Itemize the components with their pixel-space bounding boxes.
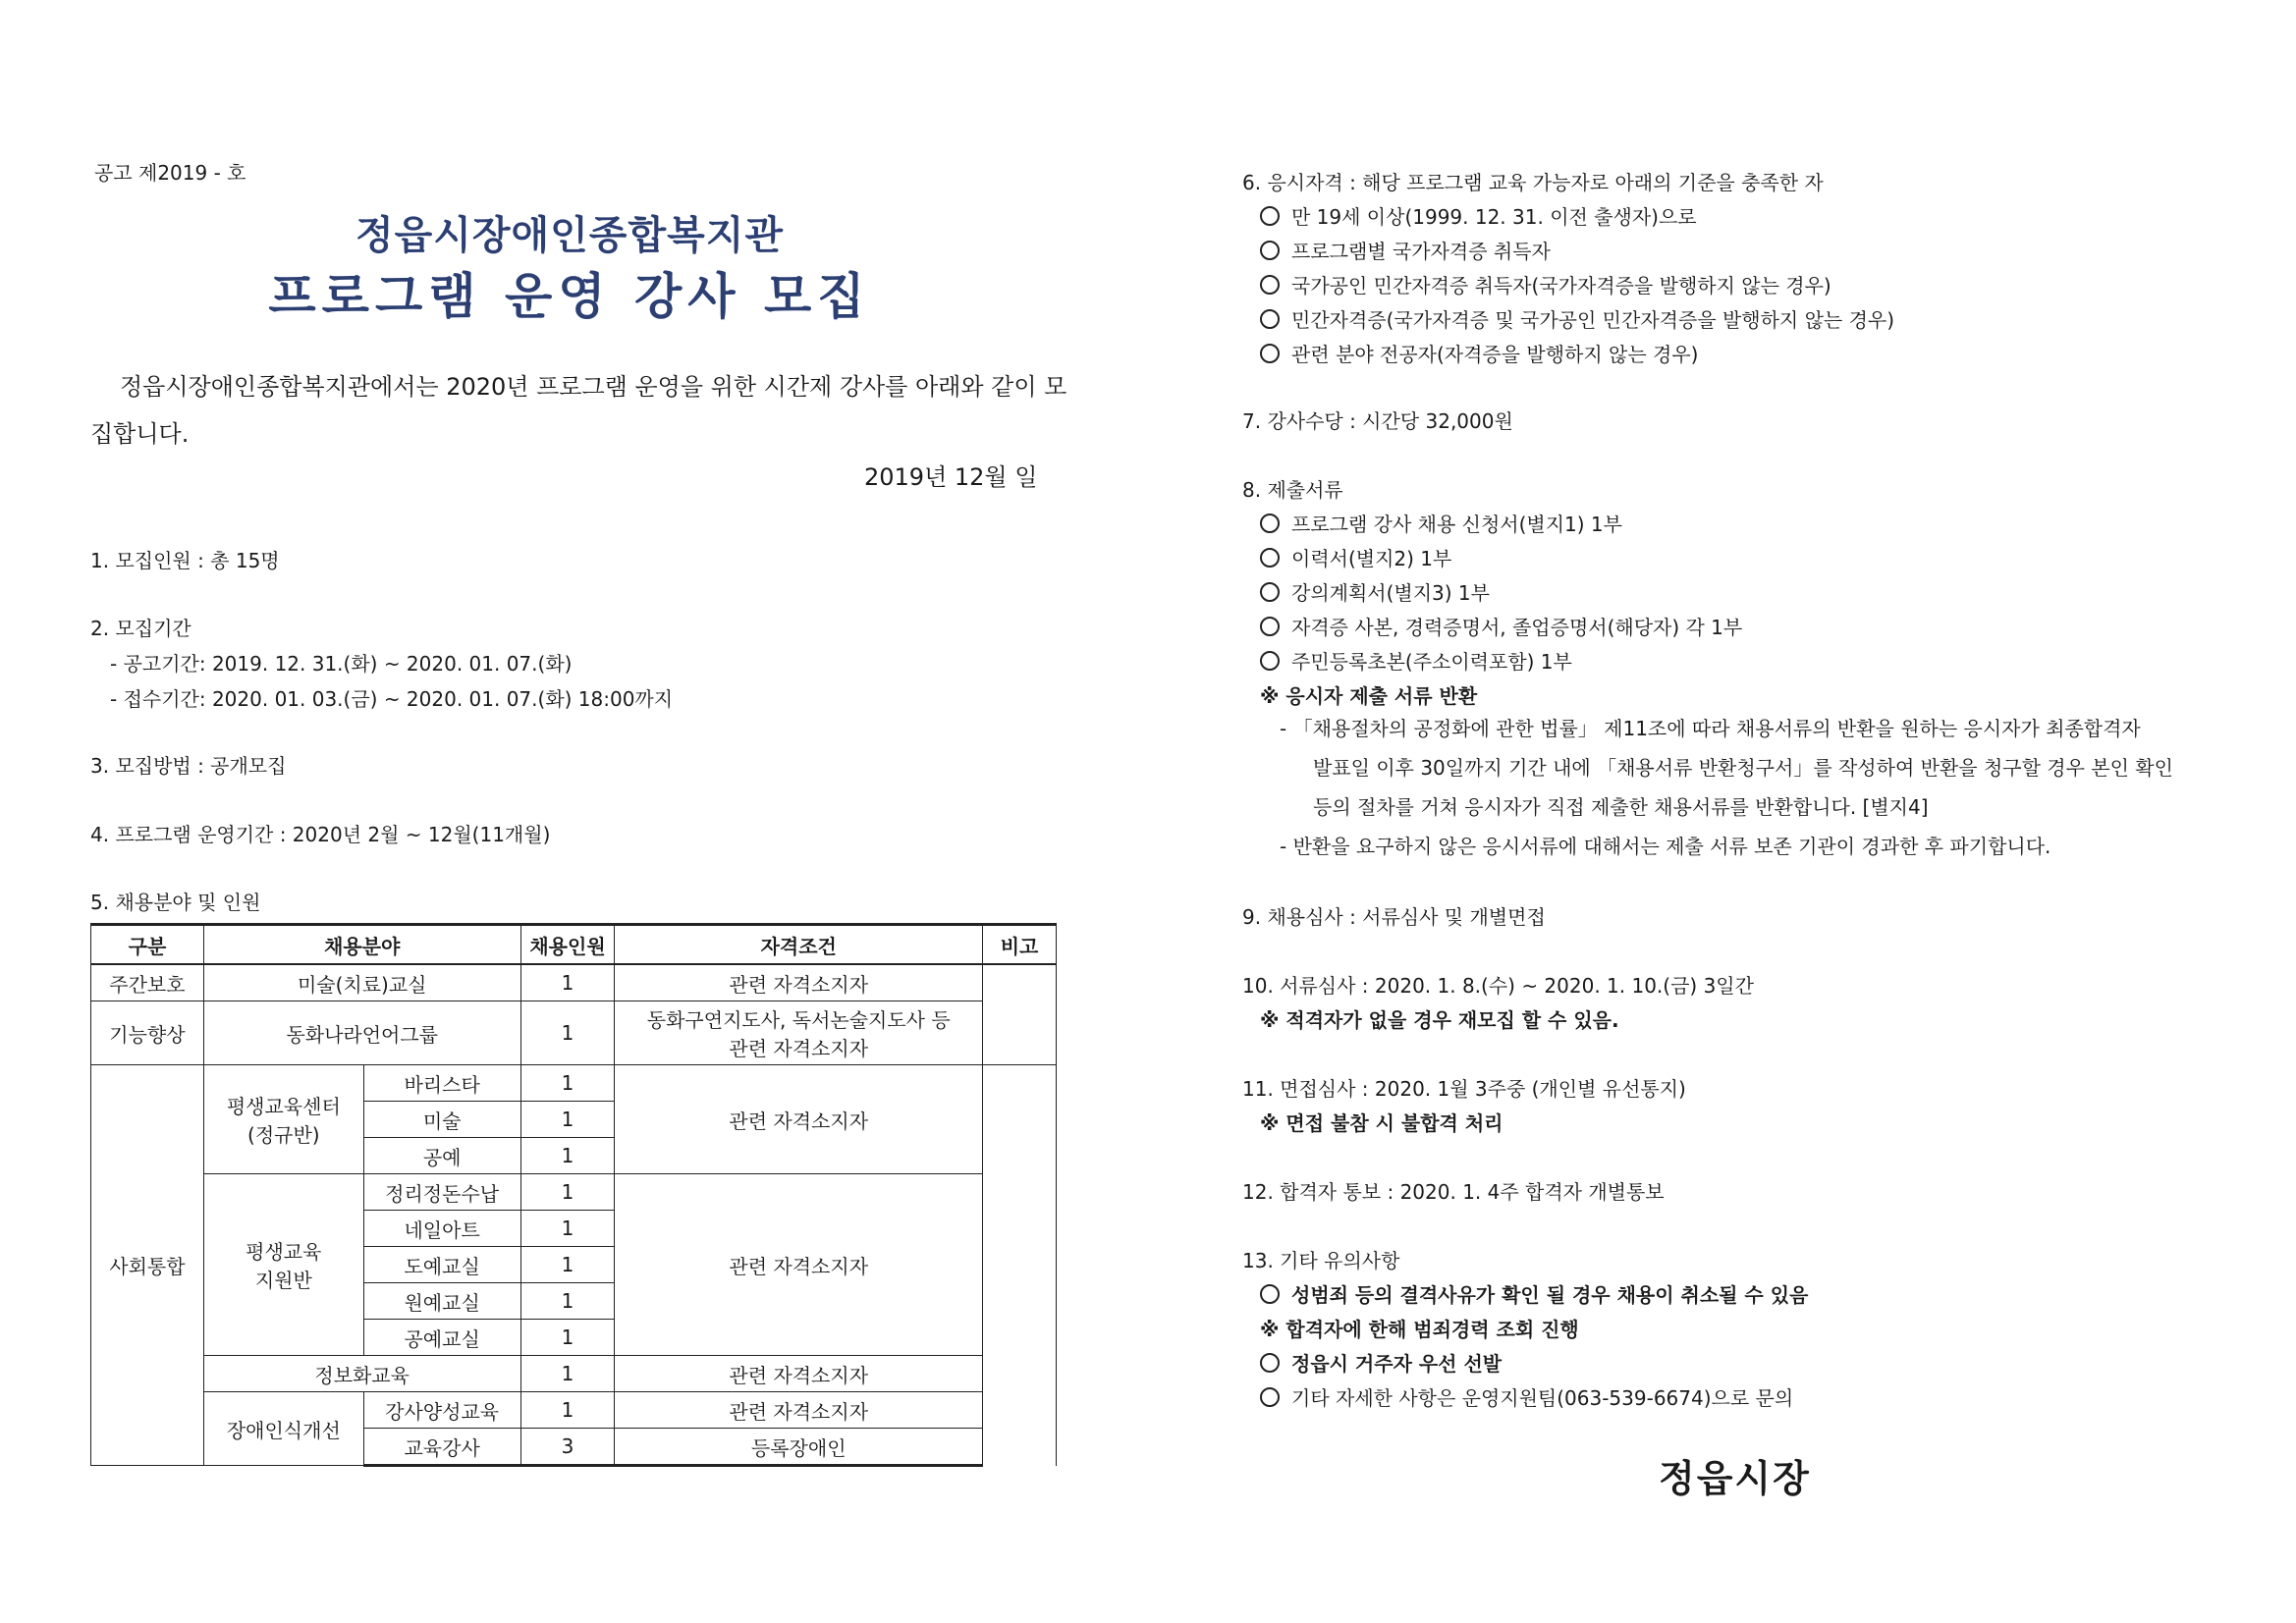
- cell-count: 1: [520, 1320, 615, 1356]
- circle-bullet-icon: [1260, 309, 1280, 329]
- cell-field: 원예교실: [363, 1283, 520, 1320]
- criminal-record-note: ※ 합격자에 한해 범죄경력 조회 진행: [1260, 1318, 1579, 1341]
- list-item-text: 기타 자세한 사항은 운영지원팀(063-539-6674)으로 문의: [1291, 1386, 1794, 1410]
- table-row: [91, 1065, 1057, 1102]
- circle-bullet-icon: [1260, 344, 1280, 363]
- cell-count: 1: [520, 1392, 615, 1429]
- table-row: [91, 1001, 1057, 1065]
- list-item-text: 정읍시 거주자 우선 선발: [1291, 1352, 1503, 1376]
- return-line-2: 발표일 이후 30일까지 기간 내에 「채용서류 반환청구서」를 작성하여 반환을 청구할 경우 본인 확인: [1313, 756, 2173, 780]
- item-10: 10. 서류심사 : 2020. 1. 8.(수) ~ 2020. 1. 10.(금) 3일간: [1242, 974, 1754, 998]
- header-count: 채용인원: [520, 925, 615, 965]
- cell-count: 1: [520, 964, 615, 1001]
- document-return-note: ※ 응시자 제출 서류 반환: [1260, 684, 1478, 708]
- cell-qualification: 관련 자격소지자: [615, 1392, 983, 1429]
- cell-count: 1: [520, 1174, 615, 1211]
- list-item-text: 민간자격증(국가자격증 및 국가공인 민간자격증을 발행하지 않는 경우): [1291, 308, 1895, 332]
- list-item: [1260, 543, 1451, 571]
- cell-field: 미술(치료)교실: [203, 964, 520, 1001]
- circle-bullet-icon: [1260, 582, 1280, 602]
- right-page: [1148, 0, 2296, 1623]
- item-12: 12. 합격자 통보 : 2020. 1. 4주 합격자 개별통보: [1242, 1180, 1665, 1204]
- cell-group-lifelong-center: 평생교육센터 (정규반): [203, 1065, 363, 1174]
- item-11: 11. 면접심사 : 2020. 1월 3주중 (개인별 유선통지): [1242, 1077, 1686, 1101]
- cell-count: 1: [520, 1283, 615, 1320]
- cell-field: 동화나라언어그룹: [203, 1001, 520, 1065]
- item-2: 2. 모집기간: [90, 617, 191, 640]
- cell-group-awareness: 장애인식개선: [203, 1392, 363, 1466]
- list-item: [1260, 612, 1742, 640]
- cell-field: 네일아트: [363, 1211, 520, 1247]
- circle-bullet-icon: [1260, 514, 1280, 533]
- cell-field: 정리정돈수납: [363, 1174, 520, 1211]
- qualification-line-1: 동화구연지도사, 독서논술지도사 등: [646, 1008, 951, 1032]
- cell-field: 공예: [363, 1138, 520, 1174]
- table-row: [91, 1356, 1057, 1392]
- item-7: 7. 강사수당 : 시간당 32,000원: [1242, 409, 1513, 433]
- recruitment-table: [90, 923, 1057, 1467]
- list-item: [1260, 1382, 1793, 1411]
- list-item-text: 주민등록초본(주소이력포함) 1부: [1291, 650, 1572, 674]
- item-2-notice-period: - 공고기간: 2019. 12. 31.(화) ~ 2020. 01. 07.(화): [110, 652, 573, 676]
- list-item: [1260, 646, 1572, 675]
- header-qualification: 자격조건: [615, 925, 983, 965]
- cell-field: 도예교실: [363, 1247, 520, 1283]
- cell-remarks: [983, 964, 1057, 1065]
- return-line-1: - 「채용절차의 공정화에 관한 법률」 제11조에 따라 채용서류의 반환을 원하는 응시자가 최종합격자: [1280, 717, 2141, 740]
- list-item: [1260, 270, 1831, 298]
- cell-field: 미술: [363, 1102, 520, 1138]
- list-item: [1260, 1279, 1808, 1308]
- circle-bullet-icon: [1260, 1353, 1280, 1373]
- cell-field: 교육강사: [363, 1429, 520, 1466]
- table-row: [91, 1392, 1057, 1429]
- item-5: 5. 채용분야 및 인원: [90, 891, 261, 914]
- table-row: [91, 964, 1057, 1001]
- title-main: 프로그램 운영 강사 모집: [268, 268, 871, 325]
- notice-number: 공고 제2019 - 호: [94, 161, 246, 185]
- cell-qualification: 관련 자격소지자: [615, 1065, 983, 1174]
- list-item-text: 성범죄 등의 결격사유가 확인 될 경우 채용이 취소될 수 있음: [1291, 1283, 1809, 1307]
- cell-count: 3: [520, 1429, 615, 1466]
- cell-qualification: [615, 1001, 983, 1065]
- list-item: [1260, 1348, 1502, 1377]
- circle-bullet-icon: [1260, 617, 1280, 636]
- list-item-text: 만 19세 이상(1999. 12. 31. 이전 출생자)으로: [1291, 205, 1697, 229]
- cell-qualification: 관련 자격소지자: [615, 1174, 983, 1356]
- cell-count: 1: [520, 1356, 615, 1392]
- list-item-text: 프로그램별 국가자격증 취득자: [1291, 240, 1551, 263]
- cell-category-social: 사회통합: [91, 1065, 204, 1466]
- circle-bullet-icon: [1260, 548, 1280, 568]
- item-13: 13. 기타 유의사항: [1242, 1249, 1400, 1272]
- circle-bullet-icon: [1260, 241, 1280, 260]
- disposal-line: - 반환을 요구하지 않은 응시서류에 대해서는 제출 서류 보존 기관이 경과한 후 파기합니다.: [1280, 835, 2051, 858]
- cell-count: 1: [520, 1065, 615, 1102]
- list-item: [1260, 577, 1490, 606]
- item-10-note: ※ 적격자가 없을 경우 재모집 할 수 있음.: [1260, 1008, 1619, 1032]
- title-organization: 정읍시장애인종합복지관: [355, 213, 785, 258]
- item-4: 4. 프로그램 운영기간 : 2020년 2월 ~ 12월(11개월): [90, 823, 551, 846]
- circle-bullet-icon: [1260, 651, 1280, 671]
- item-6: 6. 응시자격 : 해당 프로그램 교육 가능자로 아래의 기준을 충족한 자: [1242, 171, 1824, 194]
- item-8: 8. 제출서류: [1242, 478, 1343, 502]
- list-item-text: 관련 분야 전공자(자격증을 발행하지 않는 경우): [1291, 343, 1699, 366]
- cell-qualification: 등록장애인: [615, 1429, 983, 1466]
- issuer-signature: 정읍시장: [1659, 1457, 1811, 1500]
- table-header: [91, 925, 1057, 965]
- list-item-text: 프로그램 강사 채용 신청서(별지1) 1부: [1291, 513, 1622, 536]
- list-item: [1260, 304, 1894, 333]
- qualification-line-2: 관련 자격소지자: [729, 1037, 869, 1060]
- circle-bullet-icon: [1260, 275, 1280, 295]
- circle-bullet-icon: [1260, 206, 1280, 226]
- list-item: [1260, 201, 1697, 230]
- list-item: [1260, 236, 1551, 264]
- list-item: [1260, 509, 1622, 537]
- circle-bullet-icon: [1260, 1284, 1280, 1304]
- cell-field: 정보화교육: [203, 1356, 520, 1392]
- cell-field: 강사양성교육: [363, 1392, 520, 1429]
- cell-qualification: 관련 자격소지자: [615, 964, 983, 1001]
- list-item-text: 강의계획서(별지3) 1부: [1291, 581, 1490, 605]
- cell-field: 공예교실: [363, 1320, 520, 1356]
- item-9: 9. 채용심사 : 서류심사 및 개별면접: [1242, 905, 1546, 929]
- document-return-paragraph: [1280, 709, 2222, 866]
- intro-paragraph: 정읍시장애인종합복지관에서는 2020년 프로그램 운영을 위한 시간제 강사를 아래와 같이 모집합니다.: [90, 373, 1067, 448]
- item-1: 1. 모집인원 : 총 15명: [90, 549, 280, 572]
- cell-count: 1: [520, 1247, 615, 1283]
- cell-remarks: [983, 1065, 1057, 1466]
- list-item-text: 국가공인 민간자격증 취득자(국가자격증을 발행하지 않는 경우): [1291, 274, 1831, 298]
- cell-category: 기능향상: [91, 1001, 204, 1065]
- return-line-3: 등의 절차를 거쳐 응시자가 직접 제출한 채용서류를 반환합니다. [별지4]: [1313, 795, 1929, 819]
- item-3: 3. 모집방법 : 공개모집: [90, 754, 287, 778]
- list-item-text: 이력서(별지2) 1부: [1291, 547, 1452, 570]
- item-2-receipt-period: - 접수기간: 2020. 01. 03.(금) ~ 2020. 01. 07.(화) 18:00까지: [110, 687, 674, 711]
- header-remarks: 비고: [983, 925, 1057, 965]
- notice-date: 2019년 12월 일: [864, 463, 1038, 491]
- cell-count: 1: [520, 1102, 615, 1138]
- item-11-note: ※ 면접 불참 시 불합격 처리: [1260, 1111, 1503, 1135]
- circle-bullet-icon: [1260, 1387, 1280, 1407]
- header-category: 구분: [91, 925, 204, 965]
- cell-count: 1: [520, 1138, 615, 1174]
- header-field: 채용분야: [203, 925, 520, 965]
- cell-group-lifelong-support: 평생교육 지원반: [203, 1174, 363, 1356]
- cell-qualification: 관련 자격소지자: [615, 1356, 983, 1392]
- cell-count: 1: [520, 1001, 615, 1065]
- list-item-text: 자격증 사본, 경력증명서, 졸업증명서(해당자) 각 1부: [1291, 616, 1743, 639]
- list-item: [1260, 339, 1698, 367]
- cell-field: 바리스타: [363, 1065, 520, 1102]
- table-row: [91, 1174, 1057, 1211]
- cell-count: 1: [520, 1211, 615, 1247]
- cell-category: 주간보호: [91, 964, 204, 1001]
